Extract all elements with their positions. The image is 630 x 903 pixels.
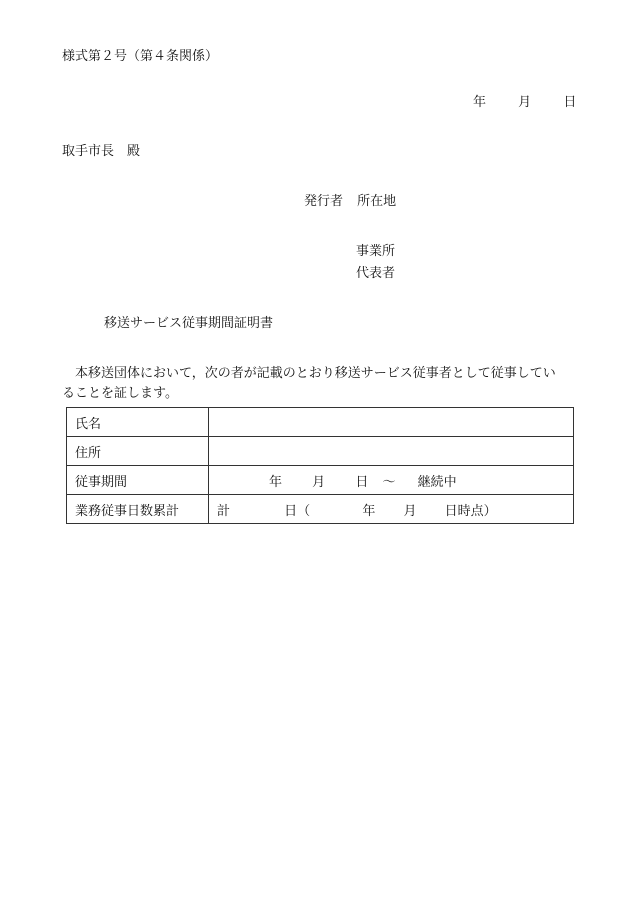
table-row: [67, 437, 574, 466]
addressee: 取手市長 殿: [62, 144, 141, 159]
table-row: [67, 408, 574, 437]
name-value: [209, 408, 574, 437]
issuer-address-label: 所在地: [357, 194, 397, 209]
days-value: [209, 495, 574, 524]
date-year: 年: [473, 95, 487, 110]
days-total: 計: [217, 503, 231, 519]
days-label: 業務従事日数累計: [67, 495, 209, 524]
issue-date: [473, 95, 576, 111]
period-month: 月: [312, 474, 326, 490]
table-row: [67, 495, 574, 524]
address-value: [209, 437, 574, 466]
certification-line-2: ることを証します。: [62, 386, 178, 401]
certificate-table: [66, 407, 574, 524]
document-title: 移送サービス従事期間証明書: [104, 316, 274, 331]
issuer-representative-label: 代表者: [356, 266, 396, 281]
table-row: [67, 466, 574, 495]
period-value: [209, 466, 574, 495]
date-month: 月: [518, 95, 532, 110]
issuer-office-label: 事業所: [356, 244, 396, 259]
period-ongoing: 継続中: [417, 474, 457, 490]
days-day: 日（: [284, 503, 311, 519]
issuer-label: 発行者: [304, 194, 344, 209]
period-day: 日: [355, 474, 369, 490]
days-asof: 日時点）: [444, 503, 497, 519]
period-year: 年: [269, 474, 283, 490]
date-day: 日: [563, 95, 577, 110]
certification-text: [62, 364, 574, 404]
name-label: 氏名: [67, 408, 209, 437]
form-number-label: 様式第２号（第４条関係）: [62, 49, 219, 64]
period-label: 従事期間: [67, 466, 209, 495]
days-month: 月: [403, 503, 417, 519]
period-tilde: ～: [382, 474, 396, 490]
days-year: 年: [362, 503, 376, 519]
certification-line-1: 本移送団体において，次の者が記載のとおり移送サービス従事者として従事してい: [75, 366, 556, 381]
issuer-block: [304, 194, 396, 210]
address-label: 住所: [67, 437, 209, 466]
